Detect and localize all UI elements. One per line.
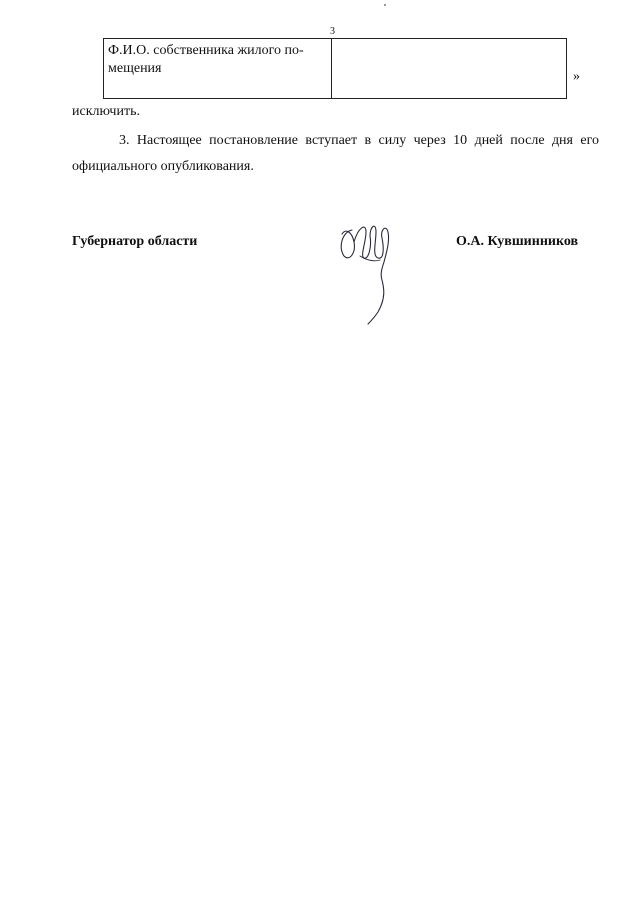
table-row — [103, 38, 567, 99]
paragraph-effective-date — [72, 128, 599, 180]
signatory-name: О.А. Кувшинников — [456, 234, 579, 249]
closing-quote: » — [573, 69, 580, 84]
page-number: 3 — [330, 26, 335, 37]
text-exclude: исключить. — [72, 104, 140, 119]
scan-artifact-dot — [384, 4, 386, 6]
paragraph-line-1: 3. Настоящее постановление вступает в силу через 10 дней после дня его — [119, 133, 599, 148]
paragraph-line-2: официального опубликования. — [72, 159, 254, 174]
signatory-title: Губернатор области — [72, 234, 198, 249]
table-cell-label — [104, 39, 332, 98]
handwritten-signature — [330, 208, 410, 328]
table-cell-value — [332, 39, 566, 98]
table-cell-label-text: Ф.И.О. собственника жилого по- мещения — [108, 43, 304, 76]
